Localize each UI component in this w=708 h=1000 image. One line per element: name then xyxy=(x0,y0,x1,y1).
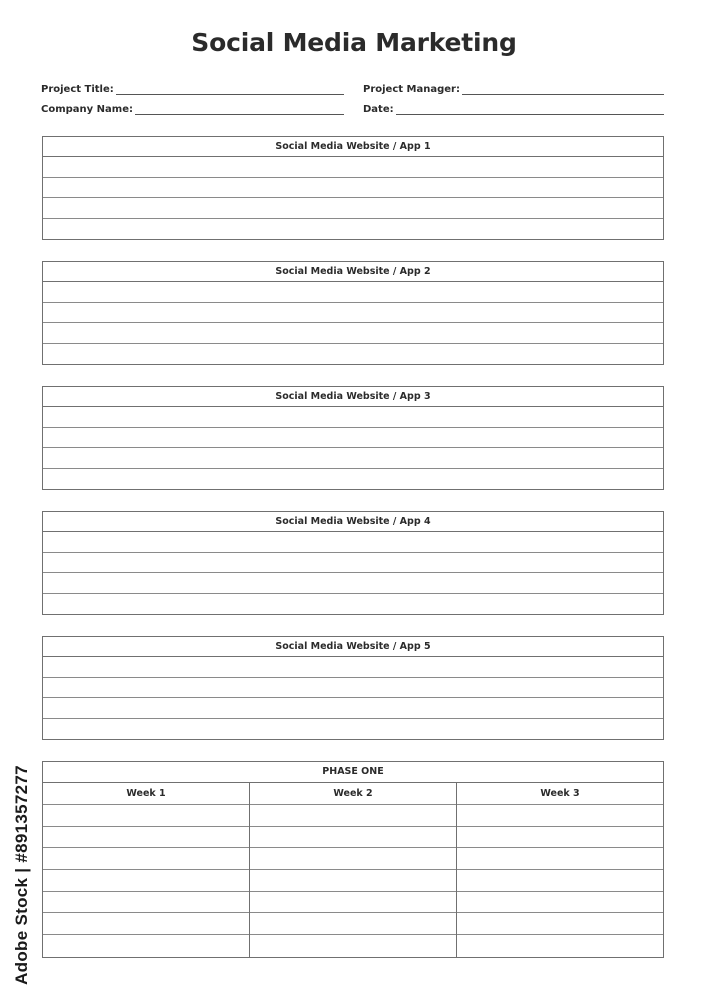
phase-title: PHASE ONE xyxy=(43,762,663,783)
week-cell[interactable] xyxy=(250,935,456,957)
project-manager-field[interactable] xyxy=(363,80,664,96)
week-column-3 xyxy=(457,783,663,957)
project-manager-label: Project Manager: xyxy=(363,84,460,95)
week-cell[interactable] xyxy=(457,913,663,935)
week-cell[interactable] xyxy=(457,892,663,914)
project-title-line[interactable] xyxy=(116,93,344,95)
week-cell[interactable] xyxy=(250,892,456,914)
app-section-header: Social Media Website / App 4 xyxy=(43,512,663,532)
entry-row[interactable] xyxy=(43,469,663,490)
app-section-2 xyxy=(42,261,664,365)
company-name-line[interactable] xyxy=(135,113,344,115)
entry-row[interactable] xyxy=(43,344,663,365)
week-cell[interactable] xyxy=(457,935,663,957)
app-section-4 xyxy=(42,511,664,615)
week-cell[interactable] xyxy=(43,913,249,935)
entry-row[interactable] xyxy=(43,448,663,469)
entry-row[interactable] xyxy=(43,303,663,324)
phase-one-table xyxy=(42,761,664,958)
entry-row[interactable] xyxy=(43,323,663,344)
week-column-2 xyxy=(250,783,457,957)
entry-row[interactable] xyxy=(43,282,663,303)
app-section-header: Social Media Website / App 3 xyxy=(43,387,663,407)
week-header: Week 1 xyxy=(43,783,249,805)
date-label: Date: xyxy=(363,104,394,115)
entry-row[interactable] xyxy=(43,678,663,699)
project-title-field[interactable] xyxy=(41,80,344,96)
app-section-3 xyxy=(42,386,664,490)
entry-row[interactable] xyxy=(43,407,663,428)
entry-row[interactable] xyxy=(43,198,663,219)
week-cell[interactable] xyxy=(250,848,456,870)
week-cell[interactable] xyxy=(457,848,663,870)
app-section-header: Social Media Website / App 1 xyxy=(43,137,663,157)
week-cell[interactable] xyxy=(43,805,249,827)
project-manager-line[interactable] xyxy=(462,93,664,95)
week-header: Week 3 xyxy=(457,783,663,805)
week-cell[interactable] xyxy=(457,870,663,892)
app-section-header: Social Media Website / App 2 xyxy=(43,262,663,282)
company-name-label: Company Name: xyxy=(41,104,133,115)
page-title: Social Media Marketing xyxy=(191,28,517,57)
project-title-label: Project Title: xyxy=(41,84,114,95)
company-name-field[interactable] xyxy=(41,100,344,116)
entry-row[interactable] xyxy=(43,428,663,449)
week-cell[interactable] xyxy=(250,827,456,849)
week-cell[interactable] xyxy=(43,892,249,914)
entry-row[interactable] xyxy=(43,157,663,178)
entry-row[interactable] xyxy=(43,532,663,553)
week-cell[interactable] xyxy=(250,805,456,827)
entry-row[interactable] xyxy=(43,553,663,574)
week-cell[interactable] xyxy=(43,935,249,957)
entry-row[interactable] xyxy=(43,719,663,740)
week-cell[interactable] xyxy=(250,870,456,892)
stock-watermark xyxy=(10,760,34,990)
watermark-text: Adobe Stock | #891357277 xyxy=(12,765,32,985)
entry-row[interactable] xyxy=(43,594,663,615)
week-column-1 xyxy=(43,783,250,957)
app-section-1 xyxy=(42,136,664,240)
date-field[interactable] xyxy=(363,100,664,116)
week-cell[interactable] xyxy=(43,848,249,870)
entry-row[interactable] xyxy=(43,573,663,594)
date-line[interactable] xyxy=(396,113,664,115)
week-cell[interactable] xyxy=(457,805,663,827)
entry-row[interactable] xyxy=(43,178,663,199)
entry-row[interactable] xyxy=(43,219,663,240)
week-cell[interactable] xyxy=(250,913,456,935)
week-cell[interactable] xyxy=(457,827,663,849)
entry-row[interactable] xyxy=(43,698,663,719)
app-section-header: Social Media Website / App 5 xyxy=(43,637,663,657)
week-cell[interactable] xyxy=(43,827,249,849)
week-cell[interactable] xyxy=(43,870,249,892)
app-section-5 xyxy=(42,636,664,740)
week-header: Week 2 xyxy=(250,783,456,805)
entry-row[interactable] xyxy=(43,657,663,678)
